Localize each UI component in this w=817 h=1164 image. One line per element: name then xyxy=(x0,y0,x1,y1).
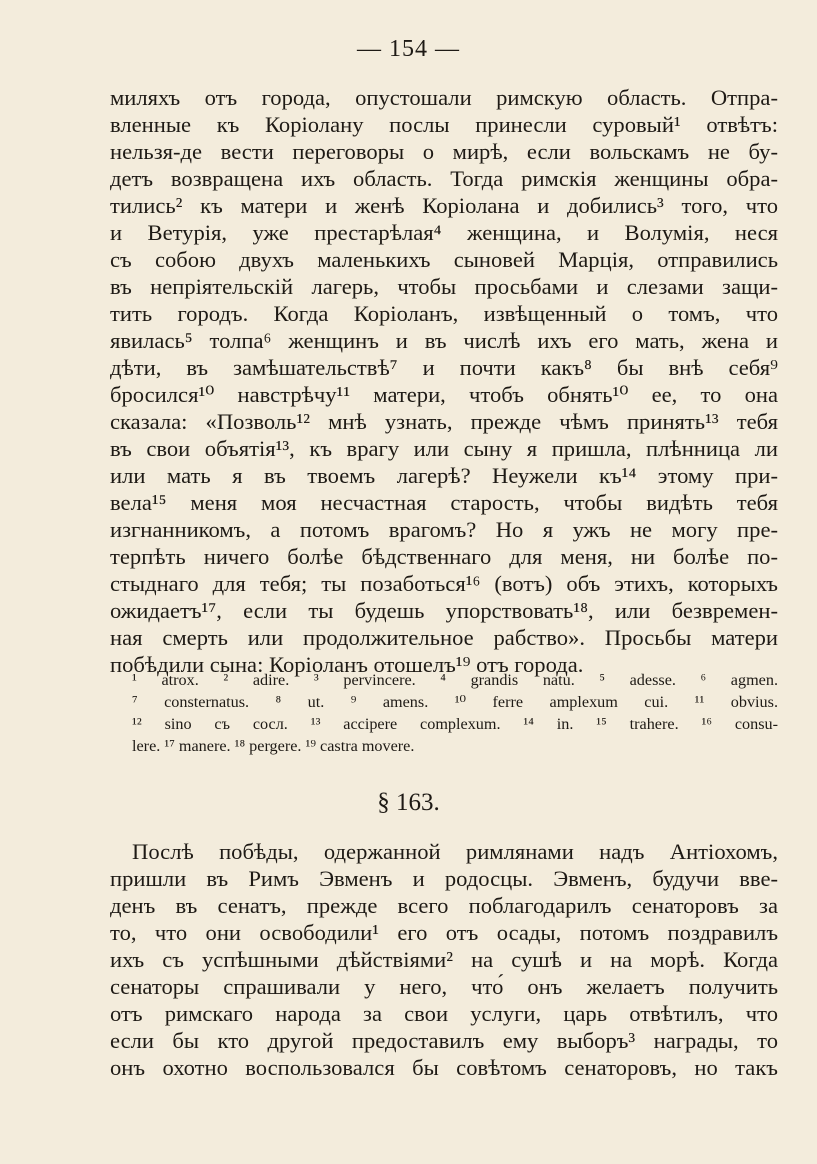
text-line: сказала: «Позволь¹² мнѣ узнать, прежде чѣмъ принять¹³ тебя xyxy=(110,409,778,434)
text-line: съ собою двухъ маленькихъ сыновей Марція, отправились xyxy=(110,247,778,272)
text-line: стыднаго для тебя; ты позаботься¹⁶ (вотъ) объ этихъ, которыхъ xyxy=(110,571,778,596)
footnote-line: ¹ atrox. ² adire. ³ pervincere. ⁴ grandis natu. ⁵ adesse. ⁶ agmen. xyxy=(132,671,778,689)
text-line: миляхъ отъ города, опустошали римскую область. Отпра- xyxy=(110,85,778,110)
text-line: ожидаетъ¹⁷, если ты будешь упорствовать¹⁸, или безвремен- xyxy=(110,598,778,623)
text-line: вленные къ Коріолану послы принесли суровый¹ отвѣтъ: xyxy=(110,112,778,137)
text-line: если бы кто другой предоставилъ ему выборъ³ награды, то xyxy=(110,1028,778,1053)
text-line: бросился¹⁰ навстрѣчу¹¹ матери, чтобъ обнять¹⁰ ее, то она xyxy=(110,382,778,407)
text-line: въ непріятельскій лагерь, чтобы просьбами и слезами защи- xyxy=(110,274,778,299)
text-line: дѣти, въ замѣшательствѣ⁷ и почти какъ⁸ бы внѣ себя⁹ xyxy=(110,355,778,380)
text-line: Послѣ побѣды, одержанной римлянами надъ Антіохомъ, xyxy=(132,839,778,864)
footnote-line: ⁷ consternatus. ⁸ ut. ⁹ amens. ¹⁰ ferre amplexum cui. ¹¹ obvius. xyxy=(132,693,778,711)
text-line: то, что они освободили¹ его отъ осады, потомъ поздравилъ xyxy=(110,920,778,945)
text-line: и Ветурія, уже престарѣлая⁴ женщина, и Волумія, неся xyxy=(110,220,778,245)
text-line: онъ охотно воспользовался бы совѣтомъ сенаторовъ, но такъ xyxy=(110,1055,778,1080)
text-line: ная смерть или продолжительное рабство». Просьбы матери xyxy=(110,625,778,650)
footnotes xyxy=(132,669,778,757)
footnote-line: lere. ¹⁷ manere. ¹⁸ pergere. ¹⁹ castra movere. xyxy=(132,737,415,755)
page-number: — 154 — xyxy=(357,36,460,62)
paragraph-1 xyxy=(110,84,778,678)
text-line: въ свои объятія¹³, къ врагу или сыну я пришла, плѣнница ли xyxy=(110,436,778,461)
text-line: явилась⁵ толпа⁶ женщинъ и въ числѣ ихъ его мать, жена и xyxy=(110,328,778,353)
text-line: побѣдили сына: Коріоланъ отошелъ¹⁹ отъ города. xyxy=(110,652,584,677)
paragraph-2 xyxy=(110,838,778,1081)
text-line: отъ римскаго народа за свои услуги, царь отвѣтилъ, что xyxy=(110,1001,778,1026)
text-line: или мать я въ твоемъ лагерѣ? Неужели къ¹⁴ этому при- xyxy=(110,463,778,488)
text-line: денъ въ сенатъ, прежде всего поблагодарилъ сенаторовъ за xyxy=(110,893,778,918)
text-line: сенаторы спрашивали у него, что́ онъ желаетъ получить xyxy=(110,974,778,999)
text-line: терпѣть ничего болѣе бѣдственнаго для меня, ни болѣе по- xyxy=(110,544,778,569)
text-line: вела¹⁵ меня моя несчастная старость, чтобы видѣть тебя xyxy=(110,490,778,515)
text-line: нельзя-де вести переговоры о мирѣ, если вольскамъ не бу- xyxy=(110,139,778,164)
section-heading: § 163. xyxy=(377,789,440,816)
text-line: ихъ съ успѣшными дѣйствіями² на сушѣ и на морѣ. Когда xyxy=(110,947,778,972)
footnote-line: ¹² sino съ сосл. ¹³ accipere complexum. ¹⁴ in. ¹⁵ trahere. ¹⁶ consu- xyxy=(132,715,778,733)
text-line: пришли въ Римъ Эвменъ и родосцы. Эвменъ, будучи вве- xyxy=(110,866,778,891)
text-line: изгнанникомъ, а потомъ врагомъ? Но я ужъ не могу пре- xyxy=(110,517,778,542)
text-line: тились² къ матери и женѣ Коріолана и добились³ того, что xyxy=(110,193,778,218)
text-line: детъ возвращена ихъ область. Тогда римскія женщины обра- xyxy=(110,166,778,191)
text-line: тить городъ. Когда Коріоланъ, извѣщенный о томъ, что xyxy=(110,301,778,326)
